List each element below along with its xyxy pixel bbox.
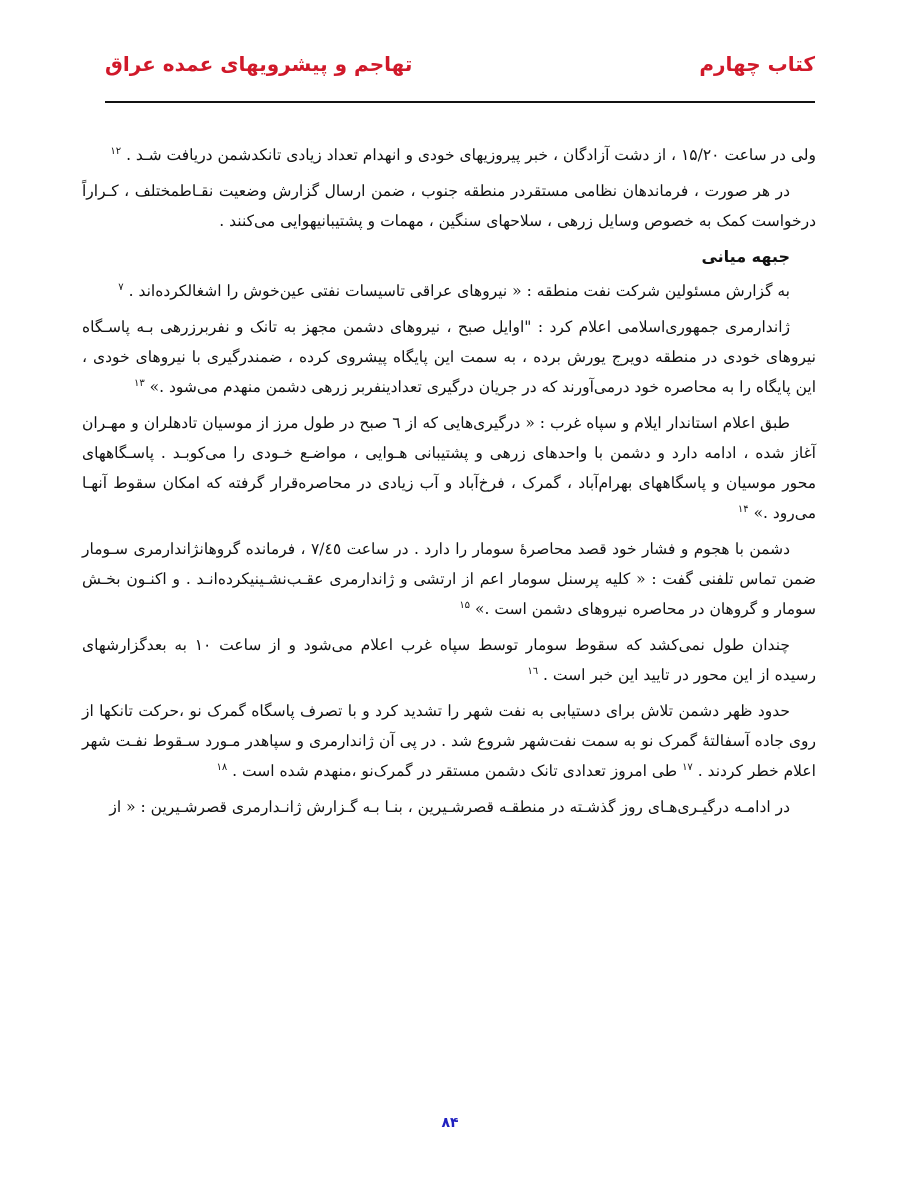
- page-header: [105, 52, 815, 96]
- paragraph-7-text: چندان طول نمی‌کشد که سقوط سومار توسط سپاه غرب اعلام می‌شود و از ساعت ۱۰ به بعدگزارشهای رسیده از این محور در تایید این خبر است .: [82, 636, 816, 684]
- paragraph-6: [82, 534, 816, 624]
- paragraph-2: [82, 176, 816, 236]
- body-text: [82, 140, 816, 828]
- paragraph-8-continuation: طی امروز تعدادی تانک دشمن مستقر در گمرک‌نو ،منهدم شده است .: [232, 762, 678, 780]
- paragraph-1-text: ولی در ساعت ۱۵/۲۰ ، از دشت آزادگان ، خبر پیروزیهای خودی و انهدام تعداد زیادی تانکدشمن دریافت شـد .: [126, 146, 816, 164]
- footnote-ref-14: ۱۴: [737, 503, 749, 515]
- paragraph-7: [82, 630, 816, 690]
- footnote-ref-16: ۱٦: [527, 665, 539, 677]
- header-rule: [105, 101, 815, 103]
- book-label: کتاب چهارم: [699, 52, 815, 76]
- paragraph-5: [82, 408, 816, 528]
- paragraph-5-text: طبق اعلام استاندار ایلام و سپاه غرب : « درگیری‌هایی که از ٦ صبح در طول مرز از موسیان تادهلران و مهـران آغاز شده ، ادامه دارد و دشمن با واحدهای زرهی و پشتیبانی هـوایی ، مواضـع خـودی را می‌کوبـد . پاسـگاههای محور موسیان و پاسگاههای بهرام‌آباد ، گمرک ، فرخ‌آباد و آب زیادی در محاصره‌قرار گرفته که امکان سقوط آنهـا می‌رود .»: [82, 414, 816, 522]
- footnote-ref-17: ۱۷: [682, 761, 693, 773]
- paragraph-9: [82, 792, 816, 822]
- footnote-ref-13: ۱۳: [133, 377, 145, 389]
- paragraph-9-text: در ادامـه درگیـری‌هـای روز گذشـته در منطقـه قصرشـیرین ، بنـا بـه گـزارش ژانـدارمری قصرشـیرین : « از: [109, 798, 790, 816]
- paragraph-3-text: به گزارش مسئولین شرکت نفت منطقه : « نیروهای عراقی تاسیسات نفتی عین‌خوش را اشغالکرده‌اند .: [128, 282, 790, 300]
- paragraph-4-text: ژاندارمری جمهوری‌اسلامی اعلام کرد : "اوایل صبح ، نیروهای دشمن مجهز به تانک و نفربرزرهی بـه پاسـگاه نیروهای خودی در منطقه دویرج یورش برده ، به سمت این پایگاه پیشروی کرده ، ضمندرگیری با نیروهای خودی ، این پایگاه را به محاصره خود درمی‌آورند که در جریان درگیری تعدادینفربر زرهی دشمن منهدم می‌شود .»: [82, 318, 816, 396]
- footnote-ref-7: ۷: [118, 281, 124, 293]
- paragraph-2-text: در هر صورت ، فرماندهان نظامی مستقردر منطقه جنوب ، ضمن ارسال گزارش وضعیت نقـاطمختلف ، کـراراً درخواست کمک به خصوص وسایل زرهی ، سلاحهای سنگین ، مهمات و پشتیبانیهوایی می‌کنند .: [82, 182, 816, 230]
- paragraph-8-text: حدود ظهر دشمن تلاش برای دستیابی به نفت شهر را تشدید کرد و با تصرف پاسگاه گمرک نو ،حرکت تانکها از روی جاده آسفالتهٔ گمرک نو به سمت نفت‌شهر شروع شد . در پی آن ژاندارمری و سپاهدر مـورد سـقوط نفـت شهر اعلام خطر کردند .: [82, 702, 817, 780]
- section-heading: جبهه میانی: [701, 247, 790, 266]
- paragraph-4: [82, 312, 816, 402]
- footnote-ref-15: ۱۵: [459, 599, 471, 611]
- footnote-ref-12: ۱۲: [110, 145, 122, 157]
- paragraph-8: [82, 696, 816, 786]
- paragraph-3: [82, 276, 816, 306]
- footnote-ref-18: ۱۸: [216, 761, 228, 773]
- paragraph-1: [82, 140, 816, 170]
- page-number: ۸۴: [441, 1115, 459, 1131]
- paragraph-6-text: دشمن با هجوم و فشار خود قصد محاصرهٔ سومار را دارد . در ساعت ۷/٤٥ ، فرمانده گروهانژاندارمری سـومار ضمن تماس تلفنی گفت : « کلیه پرسنل سومار اعم از ارتشی و ژاندارمری عقـب‌نشـینیکرده‌انـد . و اکنـون بخـش سومار و گروهان در محاصره نیروهای دشمن است .»: [82, 540, 816, 618]
- chapter-title: تهاجم و پیشرویهای عمده عراق: [105, 52, 413, 76]
